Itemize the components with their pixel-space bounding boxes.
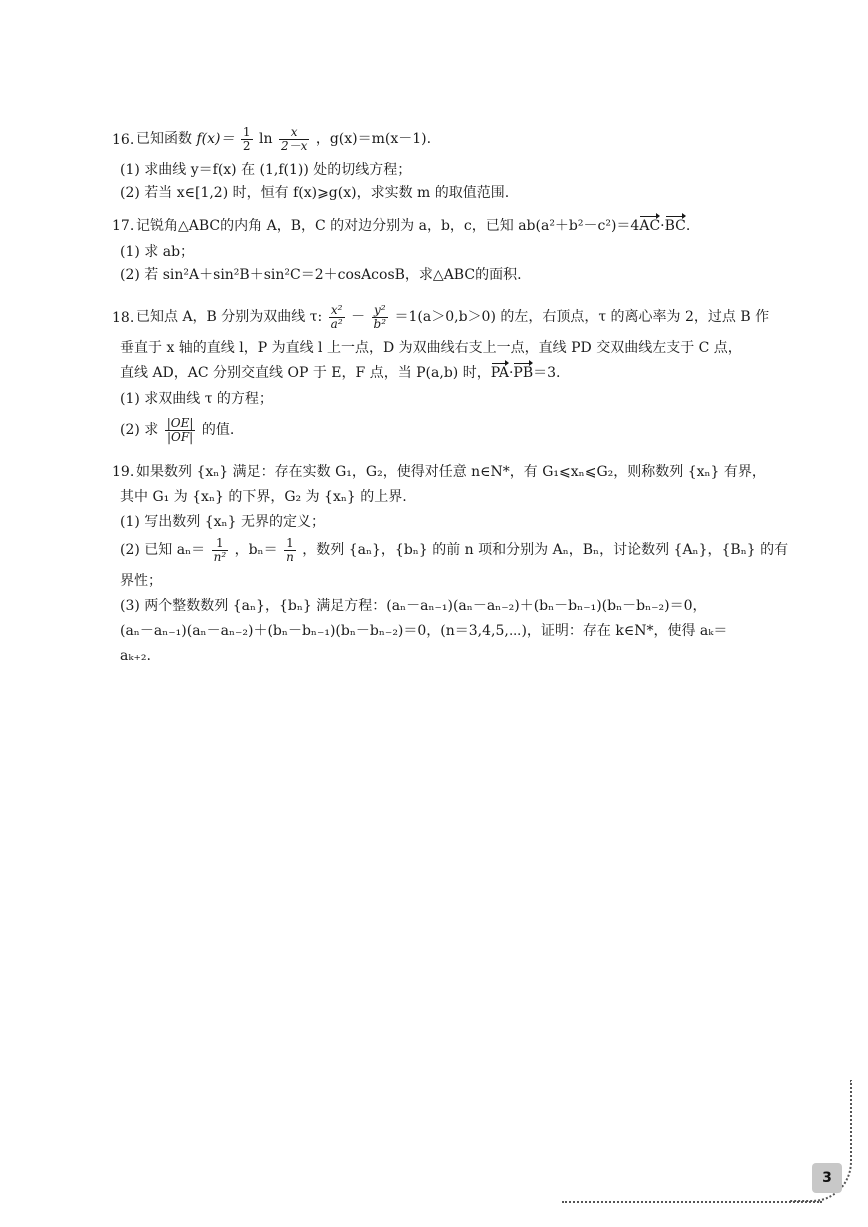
fraction: $\frac{|OE|}{|OF|}$	[166, 415, 194, 444]
problem-19-stem-line-2: 其中 G₁ 为 {xₙ} 的下界，G₂ 为 {xₙ} 的上界.	[120, 489, 407, 505]
fraction: $\frac{\text{x²}}{\text{a²}}$	[330, 302, 343, 331]
problem-19-part-2-cont: 界性；	[120, 573, 162, 589]
problem-16-stem: 已知函数 f(x)＝ $\frac{1}{2}$ ln $\frac{x}{2-x}$ ，g(x)＝m(x－1).	[136, 124, 432, 153]
problem-19-part-1: (1) 写出数列 {xₙ} 无界的定义；	[120, 514, 325, 530]
problem-19-part-3-line-3: aₖ₊₂.	[120, 648, 151, 664]
vector-pb: PB	[513, 365, 534, 381]
problem-number: 16.	[112, 132, 135, 148]
fraction: $\frac{1}{\text{n²}}$	[213, 535, 227, 564]
problem-18-stem-line-2: 垂直于 x 轴的直线 l，P 为直线 l 上一点，D 为双曲线右支上一点，直线 PD 交双曲线左支于 C 点，	[120, 340, 742, 356]
problem-19-part-2: (2) 已知 aₙ＝ $\frac{1}{\text{n²}}$ ，bₙ＝ $\frac{1}{n}$ ，数列 {aₙ}，{bₙ} 的前 n 项和分别为 Aₙ，Bₙ，讨论数列 {Aₙ}，{Bₙ} 的有	[120, 535, 789, 564]
problem-19-stem-line-1: 如果数列 {xₙ} 满足：存在实数 G₁，G₂，使得对任意 n∈N*，有 G₁⩽xₙ⩽G₂，则称数列 {xₙ} 有界，	[136, 464, 766, 480]
problem-18-part-2: (2) 求 $\frac{|OE|}{|OF|}$ 的值.	[120, 415, 235, 444]
problem-16-part-2: (2) 若当 x∈[1,2) 时，恒有 f(x)⩾g(x)，求实数 m 的取值范围.	[120, 185, 510, 201]
fraction: $\frac{x}{2-x}$	[280, 124, 308, 153]
problem-17-part-2: (2) 若 sin²A＋sin²B＋sin²C＝2＋cosAcosB，求△ABC的面积.	[120, 267, 522, 283]
page-bottom-dotted-line	[562, 1201, 822, 1203]
page-number: 3	[812, 1163, 842, 1193]
fraction: $\frac{1}{n}$	[286, 535, 294, 564]
problem-16-part-1: (1) 求曲线 y＝f(x) 在 (1,f(1)) 处的切线方程；	[120, 162, 412, 178]
fraction: $\frac{\text{y²}}{\text{b²}}$	[373, 302, 387, 331]
problem-18-stem-line-3: 直线 AD，AC 分别交直线 OP 于 E，F 点，当 P(a,b) 时，PA·PB＝3.	[120, 365, 561, 381]
problem-number: 19.	[112, 464, 135, 480]
problem-19-part-3-line-2: (aₙ－aₙ₋₁)(aₙ－aₙ₋₂)＋(bₙ－bₙ₋₁)(bₙ－bₙ₋₂)＝0，(n＝3,4,5,⋯)，证明：存在 k∈N*，使得 aₖ＝	[120, 623, 728, 639]
problem-18-stem-line-1: 已知点 A，B 分别为双曲线 τ: $\frac{\text{x²}}{\text{a²}}$ － $\frac{\text{y²}}{\text{b²}}$ ＝1(a＞0,b＞0) 的左，右顶点，τ 的离心率为 2，过点 B 作	[136, 302, 770, 331]
vector-bc: BC	[664, 218, 686, 234]
problem-17-stem: 记锐角△ABC的内角 A，B，C 的对边分别为 a，b，c，已知 ab(a²＋b²－c²)＝4AC·BC.	[136, 218, 691, 234]
vector-pa: PA	[490, 365, 509, 381]
fraction: $\frac{1}{2}$	[242, 124, 251, 153]
problem-number: 17.	[112, 218, 135, 234]
problem-17-part-1: (1) 求 ab；	[120, 244, 195, 260]
problem-number: 18.	[112, 310, 135, 326]
vector-ac: AC	[639, 218, 661, 234]
problem-19-part-3-line-1: (3) 两个整数数列 {aₙ}，{bₙ} 满足方程：(aₙ－aₙ₋₁)(aₙ－aₙ₋₂)＋(bₙ－bₙ₋₁)(bₙ－bₙ₋₂)＝0，	[120, 598, 707, 614]
problem-18-part-1: (1) 求双曲线 τ 的方程；	[120, 391, 273, 407]
